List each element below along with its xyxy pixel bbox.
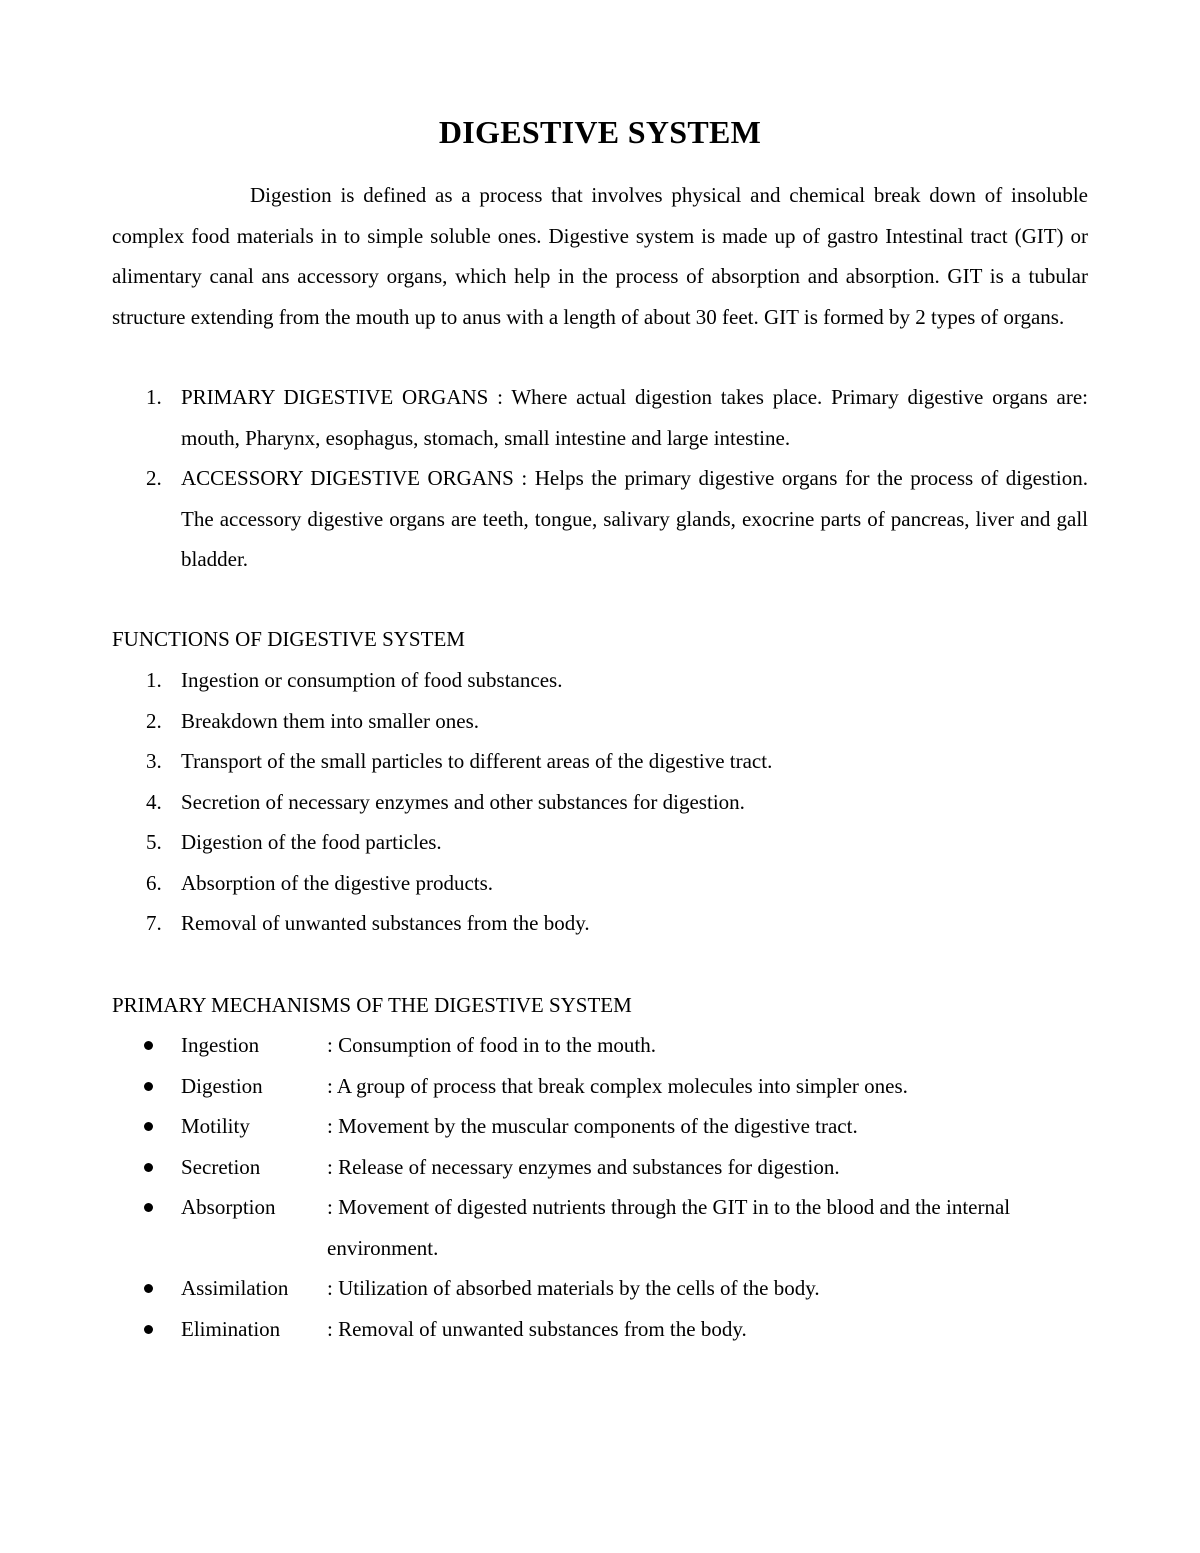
functions-heading: FUNCTIONS OF DIGESTIVE SYSTEM bbox=[112, 627, 465, 651]
list-number: 2. bbox=[146, 708, 162, 733]
list-number: 5. bbox=[146, 830, 162, 854]
mechanism-description: : Release of necessary enzymes and substances for digestion. bbox=[327, 1154, 840, 1179]
list-item bbox=[112, 903, 1088, 944]
list-item bbox=[112, 1187, 1088, 1268]
list-item bbox=[112, 458, 1088, 580]
mechanism-term: Ingestion bbox=[181, 1033, 260, 1057]
list-item bbox=[112, 701, 1088, 742]
mechanism-description: : Utilization of absorbed materials by the cells of the body. bbox=[327, 1276, 820, 1300]
list-item bbox=[112, 377, 1088, 458]
list-item-text: Removal of unwanted substances from the body. bbox=[181, 911, 590, 935]
list-item-text: Secretion of necessary enzymes and other substances for digestion. bbox=[181, 789, 745, 814]
list-item bbox=[112, 1066, 1088, 1107]
bullet-icon bbox=[144, 1082, 153, 1091]
mechanism-term: Absorption bbox=[181, 1195, 276, 1219]
bullet-icon bbox=[144, 1163, 153, 1172]
bullet-icon bbox=[144, 1325, 153, 1334]
mechanism-description: : Consumption of food in to the mouth. bbox=[327, 1033, 656, 1057]
list-item bbox=[112, 1309, 1088, 1350]
list-item bbox=[112, 1147, 1088, 1188]
bullet-icon bbox=[144, 1122, 153, 1131]
bullet-icon bbox=[144, 1284, 153, 1293]
list-number: 7. bbox=[146, 911, 162, 935]
mechanism-term: Assimilation bbox=[181, 1276, 289, 1300]
list-item-text: ACCESSORY DIGESTIVE ORGANS : Helps the primary digestive organs for the process of digestion. The accessory digestive organs are teeth, tongue, salivary glands, exocrine parts of pancreas, liver and gall bladder. bbox=[181, 466, 1088, 571]
mechanism-term: Secretion bbox=[181, 1154, 261, 1179]
mechanism-term: Digestion bbox=[181, 1073, 263, 1098]
list-number: 4. bbox=[146, 789, 162, 814]
mechanisms-heading: PRIMARY MECHANISMS OF THE DIGESTIVE SYSTEM bbox=[112, 993, 632, 1017]
list-item-text: Absorption of the digestive products. bbox=[181, 870, 494, 895]
list-number: 1. bbox=[146, 385, 162, 409]
functions-list bbox=[112, 660, 1088, 944]
list-item bbox=[112, 1106, 1088, 1147]
mechanism-description: : Movement by the muscular components of the digestive tract. bbox=[327, 1114, 858, 1138]
list-item bbox=[112, 1268, 1088, 1309]
bullet-icon bbox=[144, 1203, 153, 1212]
list-item-text: Digestion of the food particles. bbox=[181, 830, 442, 854]
list-item bbox=[112, 863, 1088, 904]
list-number: 6. bbox=[146, 870, 162, 895]
list-number: 1. bbox=[146, 668, 162, 692]
page-title: DIGESTIVE SYSTEM bbox=[438, 114, 762, 150]
mechanism-term: Elimination bbox=[181, 1316, 281, 1341]
list-item bbox=[112, 741, 1088, 782]
mechanism-term: Motility bbox=[181, 1114, 250, 1138]
mechanism-description: : A group of process that break complex molecules into simpler ones. bbox=[327, 1073, 908, 1098]
bullet-icon bbox=[144, 1041, 153, 1050]
mechanism-description: : Removal of unwanted substances from the body. bbox=[327, 1316, 747, 1341]
list-item bbox=[112, 1025, 1088, 1066]
list-number: 3. bbox=[146, 749, 162, 773]
list-item bbox=[112, 782, 1088, 823]
mechanisms-list bbox=[112, 1025, 1088, 1349]
list-item-text: Transport of the small particles to different areas of the digestive tract. bbox=[181, 749, 773, 773]
list-item bbox=[112, 660, 1088, 701]
list-number: 2. bbox=[146, 466, 162, 490]
intro-paragraph: Digestion is defined as a process that involves physical and chemical break down of insoluble complex food materials in to simple soluble ones. Digestive system is made up of gastro Intestinal tract (GIT) or alimentary canal ans accessory organs, which help in the process of absorption and absorption. GIT is a tubular structure extending from the mouth up to anus with a length of about 30 feet. GIT is formed by 2 types of organs. bbox=[112, 183, 1088, 329]
list-item-text: PRIMARY DIGESTIVE ORGANS : Where actual digestion takes place. Primary digestive organs are: mouth, Pharynx, esophagus, stomach, small intestine and large intestine. bbox=[181, 385, 1088, 450]
list-item-text: Breakdown them into smaller ones. bbox=[181, 708, 480, 733]
list-item bbox=[112, 822, 1088, 863]
list-item-text: Ingestion or consumption of food substances. bbox=[181, 668, 563, 692]
organ-types-list bbox=[112, 377, 1088, 580]
mechanism-description: : Movement of digested nutrients through the GIT in to the blood and the internal environment. bbox=[327, 1195, 1011, 1260]
